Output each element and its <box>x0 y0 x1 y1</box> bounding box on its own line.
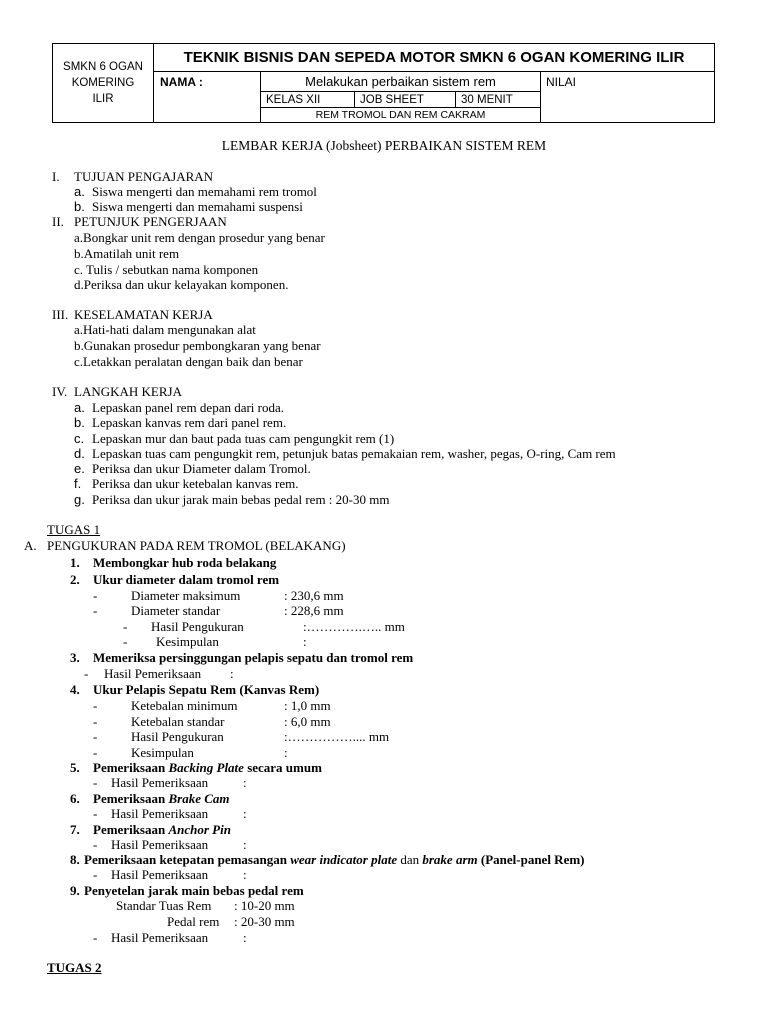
dash: - <box>123 634 128 649</box>
diameter-std-label: Diameter standar <box>131 603 221 618</box>
section-1-title: TUJUAN PENGAJARAN <box>74 169 214 184</box>
step-5-number: 5. <box>70 760 80 775</box>
step-2-text: Ukur diameter dalam tromol rem <box>93 572 280 587</box>
step-5-post: secara umum <box>243 760 322 775</box>
step-1-text: Membongkar hub roda belakang <box>93 555 277 570</box>
dash: - <box>93 588 98 603</box>
dash: - <box>93 806 98 821</box>
s4-item-f: Periksa dan ukur ketebalan kanvas rem. <box>92 476 299 491</box>
hasil-pengukuran-label: Hasil Pengukuran <box>131 729 224 744</box>
hasil-pemeriksaan-label: Hasil Pemeriksaan <box>111 837 209 852</box>
hasil-pemeriksaan-colon: : <box>243 837 247 852</box>
step-8-italic-1: wear indicator plate <box>290 852 398 867</box>
s4-item-d: Lepaskan tuas cam pengungkit rem, petunjuk batas pemakaian rem, washer, pegas, O-ring, Cam rem <box>92 446 616 461</box>
step-5-pre: Pemeriksaan <box>93 760 169 775</box>
dash: - <box>93 930 98 945</box>
step-9-text: Penyetelan jarak main bebas pedal rem <box>84 883 304 898</box>
school-line-2: KOMERING <box>71 77 135 89</box>
step-5-italic: Backing Plate <box>168 760 244 775</box>
diameter-std-value: : 228,6 mm <box>284 603 344 618</box>
section-1-number: I. <box>52 169 60 184</box>
step-8-text <box>84 852 585 867</box>
hasil-pemeriksaan-label: Hasil Pemeriksaan <box>111 775 209 790</box>
tugas-1-a-title: PENGUKURAN PADA REM TROMOL (BELAKANG) <box>47 538 346 553</box>
nilai-label: NILAI <box>541 72 715 123</box>
section-4-title: LANGKAH KERJA <box>74 384 182 399</box>
step-3-number: 3. <box>70 650 80 665</box>
hasil-pemeriksaan-label: Hasil Pemeriksaan <box>111 867 209 882</box>
dash: - <box>93 603 98 618</box>
step-6-number: 6. <box>70 791 80 806</box>
s4-marker-f: f. <box>74 476 82 491</box>
section-2-number: II. <box>52 214 64 229</box>
job-sheet-cell: JOB SHEET <box>355 92 456 108</box>
step-6-text <box>93 791 230 806</box>
s1-item-a: Siswa mengerti dan memahami rem tromol <box>92 184 317 199</box>
step-4-number: 4. <box>70 682 80 697</box>
kesimpulan-label: Kesimpulan <box>156 634 219 649</box>
school-name-cell <box>53 44 154 123</box>
step-3-text: Memeriksa persinggungan pelapis sepatu dan tromol rem <box>93 650 414 665</box>
step-8-pre: Pemeriksaan ketepatan pemasangan <box>84 852 291 867</box>
dash: - <box>93 729 98 744</box>
pedal-rem-label: Pedal rem <box>167 914 220 929</box>
hasil-pemeriksaan-colon: : <box>243 930 247 945</box>
diameter-max-value: : 230,6 mm <box>284 588 344 603</box>
kesimpulan-colon: : <box>284 745 288 760</box>
subject-cell: REM TROMOL DAN REM CAKRAM <box>261 108 541 123</box>
s3-item-b: b.Gunakan prosedur pembongkaran yang benar <box>74 338 321 353</box>
s4-item-a: Lepaskan panel rem depan dari roda. <box>92 400 285 415</box>
step-8-italic-2: brake arm <box>422 852 478 867</box>
tuas-rem-label: Standar Tuas Rem <box>116 898 212 913</box>
hasil-pemeriksaan-colon: : <box>230 666 234 681</box>
dash: - <box>123 619 128 634</box>
dash: - <box>93 867 98 882</box>
school-line-3: ILIR <box>92 93 114 105</box>
time-cell: 30 MENIT <box>456 92 541 108</box>
kesimpulan-label: Kesimpulan <box>131 745 194 760</box>
step-8-mid: dan <box>397 852 423 867</box>
step-6-italic: Brake Cam <box>168 791 230 806</box>
nama-label: NAMA : <box>154 72 261 123</box>
s2-item-d: d.Periksa dan ukur kelayakan komponen. <box>74 277 289 292</box>
s4-marker-e: e. <box>74 461 85 476</box>
hasil-pengukuran-label: Hasil Pengukuran <box>151 619 244 634</box>
dash: - <box>93 775 98 790</box>
tugas-2-heading: TUGAS 2 <box>47 960 102 975</box>
pedal-rem-value: : 20-30 mm <box>234 914 295 929</box>
s1-item-b: Siswa mengerti dan memahami suspensi <box>92 199 303 214</box>
s4-item-b: Lepaskan kanvas rem dari panel rem. <box>92 415 287 430</box>
tugas-1-a-label: A. <box>24 538 37 553</box>
dash: - <box>93 714 98 729</box>
step-7-text <box>93 822 231 837</box>
s1-marker-a: a. <box>74 184 85 199</box>
ketebalan-min-value: : 1,0 mm <box>284 698 331 713</box>
header-title: TEKNIK BISNIS DAN SEPEDA MOTOR SMKN 6 OGAN KOMERING ILIR <box>154 44 715 72</box>
step-4-text: Ukur Pelapis Sepatu Rem (Kanvas Rem) <box>93 682 320 697</box>
school-line-1: SMKN 6 OGAN <box>63 61 143 73</box>
document-title: LEMBAR KERJA (Jobsheet) PERBAIKAN SISTEM REM <box>221 138 547 153</box>
s4-item-g: Periksa dan ukur jarak main bebas pedal rem : 20-30 mm <box>92 492 390 507</box>
s3-item-a: a.Hati-hati dalam mengunakan alat <box>74 322 256 337</box>
s4-marker-a: a. <box>74 400 85 415</box>
step-7-pre: Pemeriksaan <box>93 822 169 837</box>
hasil-pengukuran-value: :…………….... mm <box>284 729 390 744</box>
s4-item-e: Periksa dan ukur Diameter dalam Tromol. <box>92 461 311 476</box>
section-4-number: IV. <box>52 384 68 399</box>
hasil-pemeriksaan-colon: : <box>243 806 247 821</box>
step-1-number: 1. <box>70 555 80 570</box>
tuas-rem-value: : 10-20 mm <box>234 898 295 913</box>
step-8-number: 8. <box>70 852 80 867</box>
step-2-number: 2. <box>70 572 80 587</box>
s4-marker-d: d. <box>74 446 85 461</box>
step-7-italic: Anchor Pin <box>168 822 231 837</box>
step-6-pre: Pemeriksaan <box>93 791 169 806</box>
section-3-title: KESELAMATAN KERJA <box>74 307 213 322</box>
activity-cell: Melakukan perbaikan sistem rem <box>261 72 541 92</box>
hasil-pemeriksaan-label: Hasil Pemeriksaan <box>111 930 209 945</box>
hasil-pemeriksaan-label: Hasil Pemeriksaan <box>104 666 202 681</box>
step-9-number: 9. <box>70 883 80 898</box>
ketebalan-std-value: : 6,0 mm <box>284 714 331 729</box>
dash: - <box>93 745 98 760</box>
dash: - <box>93 837 98 852</box>
section-3-number: III. <box>52 307 69 322</box>
ketebalan-min-label: Ketebalan minimum <box>131 698 238 713</box>
hasil-pemeriksaan-colon: : <box>243 775 247 790</box>
header-table <box>52 43 715 123</box>
s4-marker-g: g. <box>74 492 85 507</box>
hasil-pemeriksaan-label: Hasil Pemeriksaan <box>111 806 209 821</box>
section-2-title: PETUNJUK PENGERJAAN <box>74 214 227 229</box>
step-8-post: (Panel-panel Rem) <box>477 852 585 867</box>
s3-item-c: c.Letakkan peralatan dengan baik dan benar <box>74 354 303 369</box>
s2-item-a: a.Bongkar unit rem dengan prosedur yang benar <box>74 230 325 245</box>
dash: - <box>84 666 89 681</box>
kesimpulan-colon: : <box>303 634 307 649</box>
s4-item-c: Lepaskan mur dan baut pada tuas cam pengungkit rem (1) <box>92 431 395 446</box>
kelas-cell: KELAS XII <box>261 92 355 108</box>
diameter-max-label: Diameter maksimum <box>131 588 241 603</box>
tugas-1-heading: TUGAS 1 <box>47 522 101 537</box>
s2-item-b: b.Amatilah unit rem <box>74 246 180 261</box>
step-7-number: 7. <box>70 822 80 837</box>
hasil-pemeriksaan-colon: : <box>243 867 247 882</box>
s1-marker-b: b. <box>74 199 85 214</box>
step-5-text <box>93 760 322 775</box>
ketebalan-std-label: Ketebalan standar <box>131 714 225 729</box>
s4-marker-c: c. <box>74 431 85 446</box>
hasil-pengukuran-value: :………….….. mm <box>303 619 405 634</box>
s2-item-c: c. Tulis / sebutkan nama komponen <box>74 262 259 277</box>
dash: - <box>93 698 98 713</box>
s4-marker-b: b. <box>74 415 85 430</box>
